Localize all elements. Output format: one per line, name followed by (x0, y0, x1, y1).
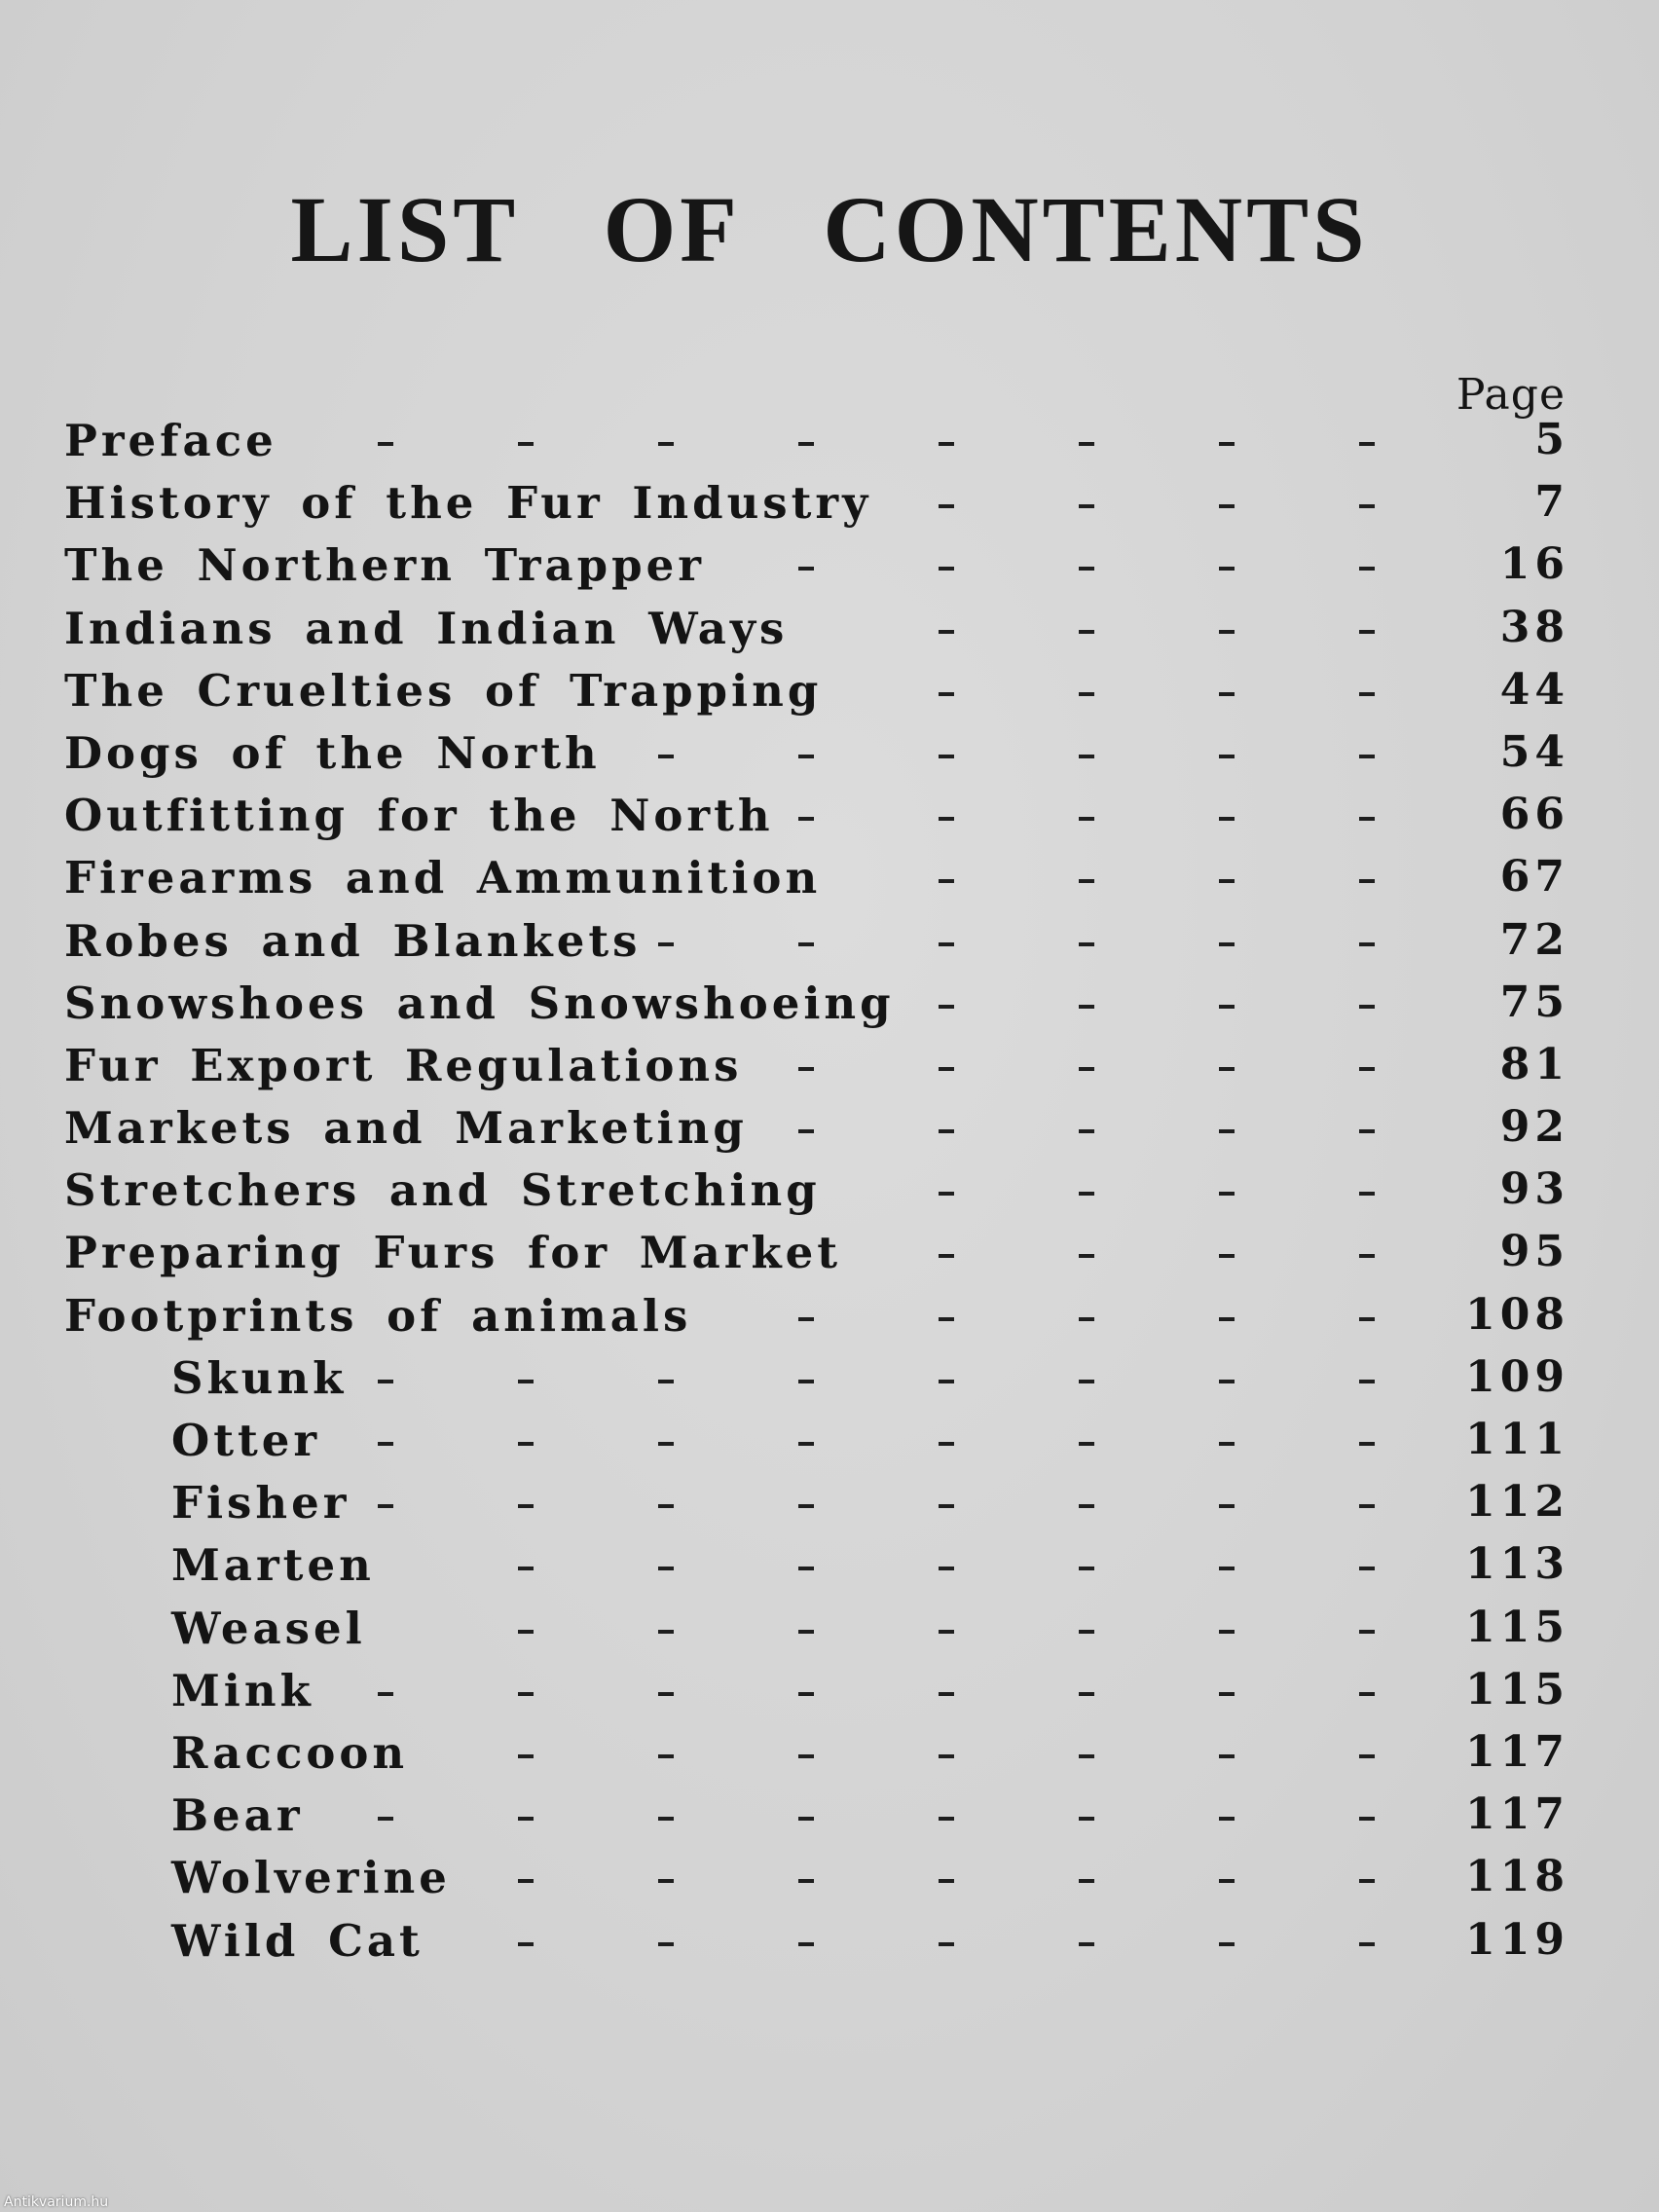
toc-entry-label: History of the Fur Industry (64, 477, 872, 530)
leader-dash (1219, 1129, 1235, 1133)
leader-dash (798, 1754, 814, 1758)
toc-subentry-label: Raccoon (171, 1726, 409, 1779)
leader-dash (798, 442, 814, 446)
toc-entry-label: Dogs of the North (64, 726, 601, 779)
leader-dash (658, 755, 674, 758)
leader-dash (1359, 1380, 1375, 1383)
toc-row (0, 976, 1659, 1038)
leader-dash (798, 1630, 814, 1634)
leader-dash (658, 1754, 674, 1758)
toc-row (0, 788, 1659, 850)
leader-dash (798, 1942, 814, 1946)
toc-row (0, 725, 1659, 788)
leader-dash (1219, 1692, 1235, 1696)
leader-dash (378, 1442, 393, 1446)
leader-dash (939, 1754, 954, 1758)
leader-dash (1079, 879, 1094, 883)
toc-row (0, 537, 1659, 600)
leader-dash (939, 1879, 954, 1883)
toc-row (0, 1537, 1659, 1600)
toc-page-number: 115 (1465, 1602, 1569, 1652)
leader-dash (1079, 692, 1094, 696)
leader-dash (1079, 1754, 1094, 1758)
toc-entry-label: Outfitting for the North (64, 790, 774, 842)
toc-page-number: 5 (1534, 415, 1569, 464)
leader-dash (1219, 1442, 1235, 1446)
leader-dash (798, 1504, 814, 1508)
toc-row (0, 1663, 1659, 1725)
toc-row (0, 1225, 1659, 1287)
leader-dash (1219, 504, 1235, 508)
toc-entry-label: Robes and Blankets (64, 914, 642, 967)
toc-entry-label: The Cruelties of Trapping (64, 664, 823, 717)
leader-dash (518, 1380, 534, 1383)
leader-dash (1359, 1254, 1375, 1258)
toc-page-number: 112 (1465, 1477, 1569, 1528)
leader-dash (1359, 1129, 1375, 1133)
leader-dash (1219, 1879, 1235, 1883)
toc-row (0, 1788, 1659, 1850)
leader-dash (1079, 1692, 1094, 1696)
toc-subentry-label: Bear (171, 1789, 304, 1842)
leader-dash (1079, 1504, 1094, 1508)
leader-dash (1359, 1817, 1375, 1821)
toc-page-number: 44 (1499, 664, 1569, 715)
leader-dash (378, 1692, 393, 1696)
leader-dash (798, 567, 814, 571)
leader-dash (1079, 1192, 1094, 1196)
leader-dash (939, 1817, 954, 1821)
toc-page-number: 111 (1465, 1415, 1569, 1464)
toc-subentry-label: Wild Cat (171, 1914, 424, 1967)
leader-dash (1219, 1317, 1235, 1321)
toc-entry-label: Fur Export Regulations (64, 1039, 743, 1091)
leader-dash (1219, 1254, 1235, 1258)
toc-subentry-label: Mink (171, 1664, 314, 1716)
leader-dash (658, 1942, 674, 1946)
leader-dash (1219, 1817, 1235, 1821)
page-column-header: Page (1456, 370, 1566, 420)
leader-dash (798, 1692, 814, 1696)
leader-dash (658, 1442, 674, 1446)
toc-subentry-label: Fisher (171, 1477, 350, 1530)
toc-page-number: 117 (1465, 1789, 1569, 1840)
toc-page-number: 7 (1534, 477, 1569, 528)
toc-entry-label: Indians and Indian Ways (64, 602, 789, 654)
toc-row (0, 1601, 1659, 1663)
leader-dash (939, 1067, 954, 1071)
leader-dash (1359, 442, 1375, 446)
leader-dash (1079, 1630, 1094, 1634)
toc-entry-label: Stretchers and Stretching (64, 1164, 821, 1217)
toc-row (0, 850, 1659, 912)
leader-dash (1359, 1567, 1375, 1570)
toc-row (0, 413, 1659, 475)
toc-subentry-label: Marten (171, 1539, 375, 1592)
toc-page-number: 75 (1499, 977, 1569, 1027)
leader-dash (939, 692, 954, 696)
toc-page-number: 16 (1499, 539, 1569, 590)
leader-dash (798, 755, 814, 758)
leader-dash (1359, 755, 1375, 758)
leader-dash (1219, 1067, 1235, 1071)
leader-dash (939, 1630, 954, 1634)
leader-dash (518, 1504, 534, 1508)
toc-row (0, 1725, 1659, 1788)
leader-dash (798, 1317, 814, 1321)
toc-subentry-label: Otter (171, 1415, 321, 1466)
leader-dash (1219, 942, 1235, 946)
leader-dash (1359, 1754, 1375, 1758)
leader-dash (1219, 755, 1235, 758)
toc-page-number: 92 (1499, 1102, 1569, 1153)
leader-dash (658, 1692, 674, 1696)
leader-dash (1219, 1630, 1235, 1634)
leader-dash (1079, 1129, 1094, 1133)
leader-dash (1359, 1067, 1375, 1071)
toc-page-number: 115 (1465, 1664, 1569, 1714)
leader-dash (1079, 630, 1094, 634)
leader-dash (939, 504, 954, 508)
leader-dash (1359, 942, 1375, 946)
page-title: LIST OF CONTENTS (290, 177, 1369, 281)
leader-dash (1359, 630, 1375, 634)
toc-row (0, 1288, 1659, 1350)
leader-dash (939, 1504, 954, 1508)
toc-row (0, 1475, 1659, 1537)
leader-dash (1079, 567, 1094, 571)
leader-dash (798, 1817, 814, 1821)
leader-dash (939, 1317, 954, 1321)
leader-dash (1359, 1879, 1375, 1883)
leader-dash (1079, 817, 1094, 821)
leader-dash (1219, 567, 1235, 571)
leader-dash (798, 1879, 814, 1883)
toc-entry-label: Markets and Marketing (64, 1102, 748, 1155)
leader-dash (518, 1567, 534, 1570)
leader-dash (518, 1817, 534, 1821)
leader-dash (1079, 1380, 1094, 1383)
toc-row (0, 1850, 1659, 1912)
toc-row (0, 475, 1659, 537)
leader-dash (939, 879, 954, 883)
leader-dash (1079, 1067, 1094, 1071)
leader-dash (798, 1442, 814, 1446)
leader-dash (939, 1942, 954, 1946)
leader-dash (939, 630, 954, 634)
leader-dash (1219, 1380, 1235, 1383)
watermark: Antikvarium.hu (4, 2194, 109, 2210)
leader-dash (1219, 817, 1235, 821)
leader-dash (939, 817, 954, 821)
toc-row (0, 601, 1659, 663)
leader-dash (518, 1442, 534, 1446)
leader-dash (658, 442, 674, 446)
toc-entry-label: Preparing Furs for Market (64, 1227, 842, 1279)
toc-page-number: 66 (1499, 790, 1569, 840)
leader-dash (1359, 1692, 1375, 1696)
leader-dash (1219, 1567, 1235, 1570)
leader-dash (658, 942, 674, 946)
leader-dash (1219, 1754, 1235, 1758)
toc-entry-label: The Northern Trapper (64, 539, 705, 592)
leader-dash (798, 817, 814, 821)
leader-dash (1219, 1504, 1235, 1508)
toc-page-number: 108 (1465, 1289, 1569, 1340)
leader-dash (1079, 755, 1094, 758)
leader-dash (1219, 630, 1235, 634)
leader-dash (658, 1879, 674, 1883)
leader-dash (1219, 1942, 1235, 1946)
toc-row (0, 1100, 1659, 1162)
leader-dash (1359, 879, 1375, 883)
leader-dash (1359, 1942, 1375, 1946)
leader-dash (1359, 1005, 1375, 1009)
leader-dash (518, 1754, 534, 1758)
leader-dash (378, 1504, 393, 1508)
toc-row (0, 1162, 1659, 1225)
toc-subentry-label: Skunk (171, 1351, 348, 1404)
leader-dash (1219, 442, 1235, 446)
leader-dash (798, 1380, 814, 1383)
toc-entry-label: Snowshoes and Snowshoeing (64, 977, 895, 1029)
leader-dash (798, 1567, 814, 1570)
leader-dash (798, 942, 814, 946)
leader-dash (1359, 1442, 1375, 1446)
toc-page-number: 54 (1499, 726, 1569, 777)
leader-dash (1359, 817, 1375, 821)
toc-page-number: 117 (1465, 1726, 1569, 1777)
leader-dash (1359, 504, 1375, 508)
leader-dash (939, 1380, 954, 1383)
toc-subentry-label: Wolverine (171, 1852, 451, 1904)
leader-dash (518, 1630, 534, 1634)
leader-dash (518, 1879, 534, 1883)
leader-dash (1079, 1254, 1094, 1258)
leader-dash (1359, 567, 1375, 571)
leader-dash (378, 1380, 393, 1383)
leader-dash (378, 442, 393, 446)
leader-dash (1079, 1005, 1094, 1009)
leader-dash (1219, 1192, 1235, 1196)
toc-entry-label: Preface (64, 415, 277, 466)
leader-dash (518, 442, 534, 446)
leader-dash (939, 1442, 954, 1446)
leader-dash (939, 1129, 954, 1133)
leader-dash (798, 1067, 814, 1071)
leader-dash (1359, 1630, 1375, 1634)
leader-dash (939, 755, 954, 758)
leader-dash (518, 1942, 534, 1946)
leader-dash (939, 942, 954, 946)
leader-dash (939, 1567, 954, 1570)
leader-dash (658, 1630, 674, 1634)
toc-row (0, 663, 1659, 725)
leader-dash (798, 1129, 814, 1133)
leader-dash (658, 1504, 674, 1508)
toc-page-number: 81 (1499, 1039, 1569, 1089)
toc-page-number: 67 (1499, 852, 1569, 903)
toc-page-number: 118 (1465, 1852, 1569, 1902)
toc-page-number: 119 (1465, 1914, 1569, 1965)
leader-dash (1219, 692, 1235, 696)
leader-dash (658, 1817, 674, 1821)
toc-page-number: 93 (1499, 1164, 1569, 1215)
leader-dash (1359, 1192, 1375, 1196)
leader-dash (939, 1692, 954, 1696)
leader-dash (378, 1817, 393, 1821)
leader-dash (939, 567, 954, 571)
leader-dash (1219, 1005, 1235, 1009)
toc-page-number: 95 (1499, 1227, 1569, 1277)
toc-row (0, 1413, 1659, 1475)
leader-dash (1359, 1504, 1375, 1508)
toc-entry-label: Firearms and Ammunition (64, 852, 822, 904)
toc-row (0, 1913, 1659, 1975)
toc-page-number: 72 (1499, 914, 1569, 965)
toc-page-number: 113 (1465, 1539, 1569, 1590)
toc-page-number: 38 (1499, 602, 1569, 652)
toc-row (0, 913, 1659, 976)
leader-dash (1219, 879, 1235, 883)
leader-dash (1079, 1442, 1094, 1446)
leader-dash (939, 1254, 954, 1258)
leader-dash (1359, 1317, 1375, 1321)
toc-row (0, 1038, 1659, 1100)
contents-list (0, 413, 1659, 1975)
leader-dash (1079, 1879, 1094, 1883)
leader-dash (1079, 942, 1094, 946)
leader-dash (1079, 1817, 1094, 1821)
leader-dash (1359, 692, 1375, 696)
leader-dash (939, 442, 954, 446)
leader-dash (939, 1192, 954, 1196)
leader-dash (1079, 1317, 1094, 1321)
leader-dash (1079, 1567, 1094, 1570)
leader-dash (939, 1005, 954, 1009)
toc-entry-label: Footprints of animals (64, 1289, 692, 1342)
leader-dash (1079, 1942, 1094, 1946)
toc-row (0, 1350, 1659, 1413)
leader-dash (1079, 504, 1094, 508)
leader-dash (658, 1380, 674, 1383)
toc-subentry-label: Weasel (171, 1602, 366, 1654)
leader-dash (518, 1692, 534, 1696)
toc-page-number: 109 (1465, 1351, 1569, 1402)
leader-dash (1079, 442, 1094, 446)
leader-dash (658, 1567, 674, 1570)
